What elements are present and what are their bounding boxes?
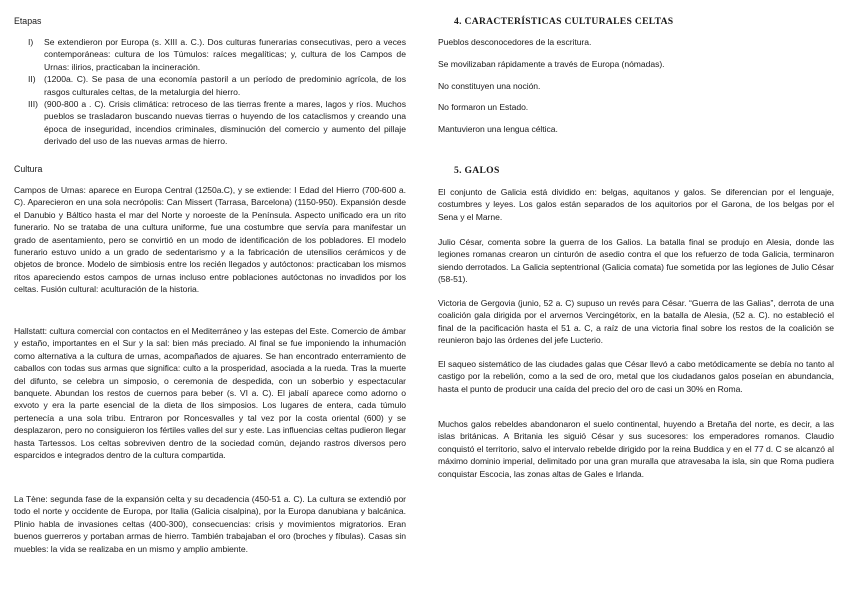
la-tene-paragraph: La Tène: segunda fase de la expansión celta y su decadencia (450-51 a. C). La cultura se extendió por todo el norte y occidente de Europa, por Italia (Galicia cisalpina), por la Europa danubiana y balcánica. Plinio habla de invasiones celtas (400-300), consecuencias: crisis y movimientos migratorios. Eran buenos guerreros y portaban armas de hierro. También trabajaban el oro (broches y fíbulas). Casas sin muebles: la vida se realizaba en un mismo y amplio ambiente. [14, 494, 406, 554]
list-number: I) [28, 37, 34, 47]
list-item-text: (1200a. C). Se pasa de una economía pastoril a un período de predominio agrícola, de los rasgos culturales celtas, de la metalurgia del hierro. [44, 74, 406, 97]
list-number: II) [28, 74, 36, 85]
list-item [28, 98, 406, 148]
galos-paragraph: Victoria de Gergovia (junio, 52 a. C) supuso un revés para César. “Guerra de las Galias”, derrota de una coalición gala dirigida por el arvernos Vercingétorix, en la batalla de Alesia, (52 a. C). no estableció el final de la pacificación hasta el 51 a. C, a raíz de una victoria final sobre los restos de la coalición se reunieron bajo las órdenes del jefe Lucterio. [438, 298, 834, 346]
list-item-text: (900-800 a . C). Crisis climática: retroceso de las tierras frente a mares, lagos y ríos. Muchos pueblos se trasladaron buscando nuevas tierras o huyendo de los cataclismos y creando una época de inseguridad, incendios criminales, disminución del comercio y aumento del pillaje derivado del uso de las nuevas armas de hierro. [44, 99, 406, 147]
campos-urnas-paragraph: Campos de Urnas: aparece en Europa Central (1250a.C), y se extiende: I Edad del Hierro (700-600 a. C). Aparecieron en una sola necrópolis: Can Missert (Tarrasa, Barcelona) (1150-950). Expansión desde el Danubio y Báltico hasta el mar del Norte y noroeste de la Península. Aspecto unificado era un rito funerario. No se trataba de una cultura uniforme, fue una costumbre que servía para manifestar un grado de asentamiento, pero se convirtió en un modo de identificación de los pobladores. El modelo funerario estuvo unido a un grado de sedentarismo y a la fabricación de utensilios cerámicos y de objetos de bronce. Modelo de simbiosis entre los recién llegados y autóctonos: practicaban los mismos ritos apareciendo estos campos de urnas incluso entre poblaciones autóctonas no invadidos por los celtas. Fusión cultural: aculturación de la historia. [14, 185, 406, 295]
section-heading-caracteristicas: 4. CARACTERÍSTICAS CULTURALES CELTAS [454, 16, 674, 27]
list-item-text: Se extendieron por Europa (s. XIII a. C.). Dos culturas funerarias consecutivas, pero a veces contemporáneas: cultura de los Túmulos: raíces megalíticas; y, cultura de los Campos de Urnas: ilirios, practicaban la incineración. [44, 37, 406, 72]
galos-paragraph: El saqueo sistemático de las ciudades galas que César llevó a cabo metódicamente se debía no tanto al castigo por la rebelión, como a la sed de oro, metal que los ciudadanos galos poseían en abundancia, hasta el punto de producir una caída del precio del oro de casi un 30% en Roma. [438, 359, 834, 394]
caracteristica-item: Mantuvieron una lengua céltica. [438, 124, 558, 134]
galos-paragraph: Julio César, comenta sobre la guerra de los Galios. La batalla final se produjo en Alesia, donde las legiones romanas crearon un cinturón de asedio contra el que los refuerzo de toda Galicia, terminaron siendo derrotados. La Galicia septentrional (Galicia comata) fue sometida por las legiones de Julio César (58-51). [438, 237, 834, 285]
list-item [28, 73, 406, 98]
caracteristica-item: Se movilizaban rápidamente a través de Europa (nómadas). [438, 59, 665, 69]
galos-paragraph: El conjunto de Galicia está dividido en: belgas, aquitanos y galos. Se diferencian por el lenguaje, costumbres y leyes. Los galos están separados de los aquitorios por el Garona, de los belgas por el Sena y el Marne. [438, 187, 834, 222]
caracteristica-item: Pueblos desconocedores de la escritura. [438, 37, 592, 47]
caracteristica-item: No formaron un Estado. [438, 102, 529, 112]
list-item [28, 36, 406, 73]
cultura-label: Cultura [14, 164, 43, 174]
etapas-label: Etapas [14, 16, 42, 26]
etapas-list [28, 36, 406, 148]
caracteristica-item: No constituyen una noción. [438, 81, 541, 91]
section-heading-galos: 5. GALOS [454, 165, 500, 176]
galos-paragraph: Muchos galos rebeldes abandonaron el suelo continental, huyendo a Bretaña del norte, es decir, a las islas británicas. A Britania les siguió César y sus sucesores: los emperadores romanos. Claudio conquistó el territorio, salvo el intervalo rebelde dirigido por la reina Buddica y en el 77 d. C se alcanzó al máximo dominio imperial, delimitado por una gran muralla que atravesaba la isla, sin que Roma pudiera conquistar Escocia, las zonas altas de Gales e Irlanda. [438, 419, 834, 479]
hallstatt-paragraph: Hallstatt: cultura comercial con contactos en el Mediterráneo y las estepas del Este. Comercio de ámbar y estaño, importantes en el Sur y la sal: bien más preciado. Al final se fue imponiendo la inhumación como alternativa a la cultura de urnas, acompañados de ajuares. Se han encontrado enterramiento de caballos con todas sus armas que significa: culto a la prosperidad, asociada a la rueda. Tras la muerte del difunto, se celebra un simposio, o ceremonia de despedida, con un soberbio y espectacular banquete. Abundan los restos de cuernos para beber (s. VI a. C). El jabalí aparece como adorno o exvoto y era la parte esencial de la dieta de llos simposios. Los lugares de entera, cada túmulo pertenecía a una sola tribu. Entraron por Roncesvalles y tal vez por la costa oriental (600) y se desplazaron, pero no consiguieron los fértiles valles del sur y este. Las influencias celtas pudieron llegar hasta Tartessos. Los celtas sobreviven dentro de la sociedad común, dejando rastros diversos pero esparcidos e integrados dentro de la cultura compartida. [14, 326, 406, 461]
list-number: III) [28, 99, 39, 110]
